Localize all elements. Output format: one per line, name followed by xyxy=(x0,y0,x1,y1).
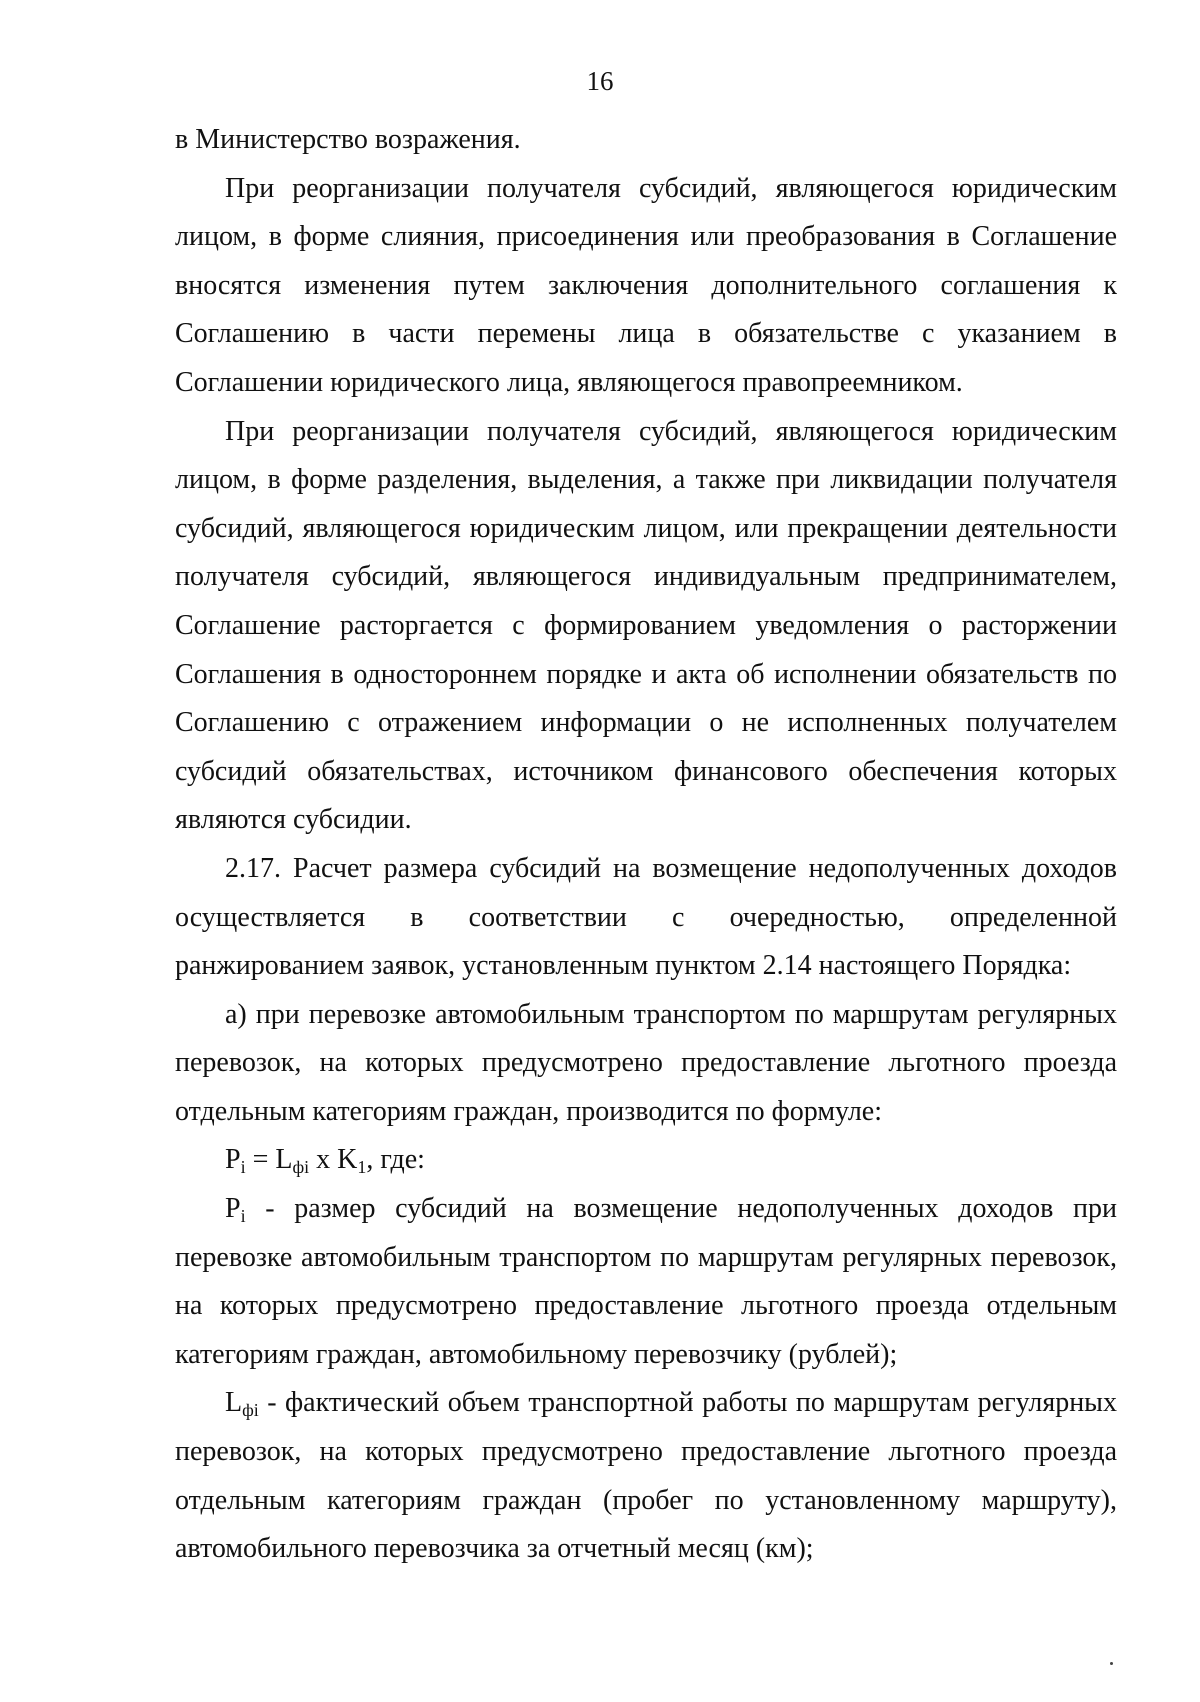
formula xyxy=(175,1136,1117,1185)
definition-symbol: P xyxy=(225,1193,241,1225)
definition-text: - размер субсидий на возмещение недополученных доходов при перевозке автомобильным транспортом по маршрутам регулярных перевозок, на которых предусмотрено предоставление льготного проезда отдельным категориям граждан, автомобильному перевозчику (рублей); xyxy=(175,1193,1117,1370)
definition-text: - фактический объем транспортной работы по маршрутам регулярных перевозок, на которых предусмотрено предоставление льготного проезда отдельным категориям граждан (пробег по установленному маршруту), автомобильного перевозчика за отчетный месяц (км); xyxy=(175,1387,1117,1565)
scan-speck xyxy=(1110,1662,1113,1665)
paragraph-continuation: в Министерство возражения. xyxy=(175,124,521,155)
definition-symbol-sub: фi xyxy=(242,1400,259,1421)
formula-k-sub: 1 xyxy=(357,1157,367,1178)
formula-tail: , где: xyxy=(366,1144,425,1176)
definition-pi xyxy=(175,1185,1117,1379)
paragraph-section-2-17: 2.17. Расчет размера субсидий на возмещение недополученных доходов осуществляется в соответствии с очередностью, определенной ранжированием заявок, установленным пунктом 2.14 настоящего Порядка: xyxy=(175,852,1117,982)
paragraph-reorganization-merge: При реорганизации получателя субсидий, являющегося юридическим лицом, в форме слияния, присоединения или преобразования в Соглашение вносятся изменения путем заключения дополнительного соглашения к Соглашению в части перемены лица в обязательстве с указанием в Соглашении юридического лица, являющегося правопреемником. xyxy=(175,172,1117,398)
definition-symbol-sub: i xyxy=(240,1206,246,1227)
document-body xyxy=(175,116,1117,1574)
formula-k: K xyxy=(337,1144,358,1176)
paragraph-item-a: а) при перевозке автомобильным транспортом по маршрутам регулярных перевозок, на которых предусмотрено предоставление льготного проезда отдельным категориям граждан, производится по формуле: xyxy=(175,998,1117,1127)
formula-x: х xyxy=(309,1144,338,1176)
paragraph-reorganization-split: При реорганизации получателя субсидий, являющегося юридическим лицом, в форме разделения, выделения, а также при ликвидации получателя субсидий, являющегося юридическим лицом, или прекращении деятельности получателя субсидий, являющегося индивидуальным предпринимателем, Соглашение расторгается с формированием уведомления о расторжении Соглашения в одностороннем порядке и акта об исполнении обязательств по Соглашению с отражением информации о не исполненных получателем субсидий обязательствах, источником финансового обеспечения которых являются субсидии. xyxy=(175,415,1117,836)
formula-l: L xyxy=(275,1144,293,1176)
definition-symbol: L xyxy=(225,1387,243,1419)
formula-p-sub: i xyxy=(240,1157,246,1178)
formula-l-sub: фi xyxy=(292,1157,310,1178)
page-number: 16 xyxy=(586,66,614,96)
definition-lfi xyxy=(175,1379,1117,1573)
formula-eq: = xyxy=(245,1144,276,1176)
formula-p: P xyxy=(225,1144,241,1176)
